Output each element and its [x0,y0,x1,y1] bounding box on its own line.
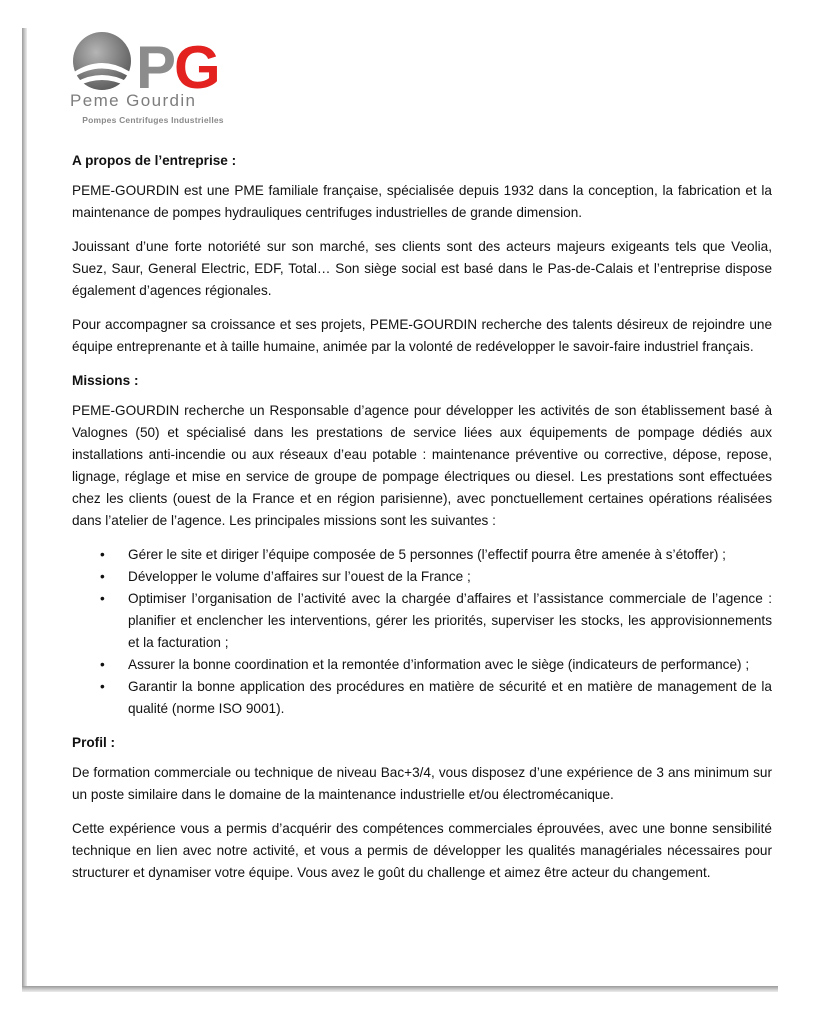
logo-company-name: Peme Gourdin [70,91,197,110]
about-paragraph-1: PEME-GOURDIN est une PME familiale française, spécialisée depuis 1932 dans la conception, la fabrication et la maintenance de pompes hydrauliques centrifuges industrielles de grande dimension. [72,183,772,220]
bullet-icon: • [100,679,105,694]
list-item-text: Garantir la bonne application des procédures en matière de sécurité et en matière de management de la qualité (norme ISO 9001). [128,679,772,716]
list-item-text: Gérer le site et diriger l’équipe composée de 5 personnes (l’effectif pourra être amenée à s’étoffer) ; [128,547,726,562]
about-paragraph-3: Pour accompagner sa croissance et ses projets, PEME-GOURDIN recherche des talents désireux de rejoindre une équipe entreprenante et à taille humaine, animée par la volonté de redévelopper le savoir-faire industriel français. [72,317,772,354]
bullet-icon: • [100,657,105,672]
document-body [72,150,772,896]
missions-list-item [72,654,772,676]
missions-list-item [72,566,772,588]
missions-heading: Missions : [72,373,139,388]
about-paragraph-2: Jouissant d’une forte notoriété sur son marché, ses clients sont des acteurs majeurs exigeants tels que Veolia, Suez, Saur, General Electric, EDF, Total… Son siège social est basé dans le Pas-de-Calais et l’entreprise dispose également d’agences régionales. [72,239,772,298]
missions-list-item [72,544,772,566]
missions-paragraph: PEME-GOURDIN recherche un Responsable d’agence pour développer les activités de son établissement basé à Valognes (50) et spécialisé dans les prestations de service liées aux équipements de pompage dédiés aux installations anti-incendie ou aux réseaux d’eau potable : maintenance préventive ou corrective, dépose, repose, lignage, réglage et mise en service de groupe de pompage électriques ou diesel. Les prestations sont effectuées chez les clients (ouest de la France et en région parisienne), avec ponctuellement certaines opérations réalisées dans l’atelier de l’agence. Les principales missions sont les suivantes : [72,403,772,528]
bullet-icon: • [100,547,105,562]
missions-list-item [72,676,772,720]
profil-heading: Profil : [72,735,116,750]
logo-letter-p: P [136,34,173,101]
company-logo [68,30,238,126]
list-item-text: Développer le volume d’affaires sur l’ouest de la France ; [128,569,471,584]
about-heading: A propos de l’entreprise : [72,153,237,168]
list-item-text: Optimiser l’organisation de l’activité avec la chargée d’affaires et l’assistance commerciale de l’agence : planifier et enclencher les interventions, gérer les priorités, superviser les stocks, les approvisionnements et la facturation ; [128,591,772,650]
page-border-left [22,28,27,990]
missions-list-item [72,588,772,654]
page-border-bottom [22,986,778,992]
logo-tagline: Pompes Centrifuges Industrielles [82,115,224,125]
bullet-icon: • [100,591,105,606]
profil-paragraph-2: Cette expérience vous a permis d’acquérir des compétences commerciales éprouvées, avec une bonne sensibilité technique en lien avec notre activité, et vous a permis de développer les qualités managériales nécessaires pour structurer et dynamiser votre équipe. Vous avez le goût du challenge et aimez être acteur du changement. [72,821,772,880]
missions-list [72,544,772,720]
bullet-icon: • [100,569,105,584]
profil-paragraph-1: De formation commerciale ou technique de niveau Bac+3/4, vous disposez d’une expérience de 3 ans minimum sur un poste similaire dans le domaine de la maintenance industrielle et/ou électromécanique. [72,765,772,802]
logo-letter-g: G [174,34,217,101]
list-item-text: Assurer la bonne coordination et la remontée d’information avec le siège (indicateurs de performance) ; [128,657,750,672]
